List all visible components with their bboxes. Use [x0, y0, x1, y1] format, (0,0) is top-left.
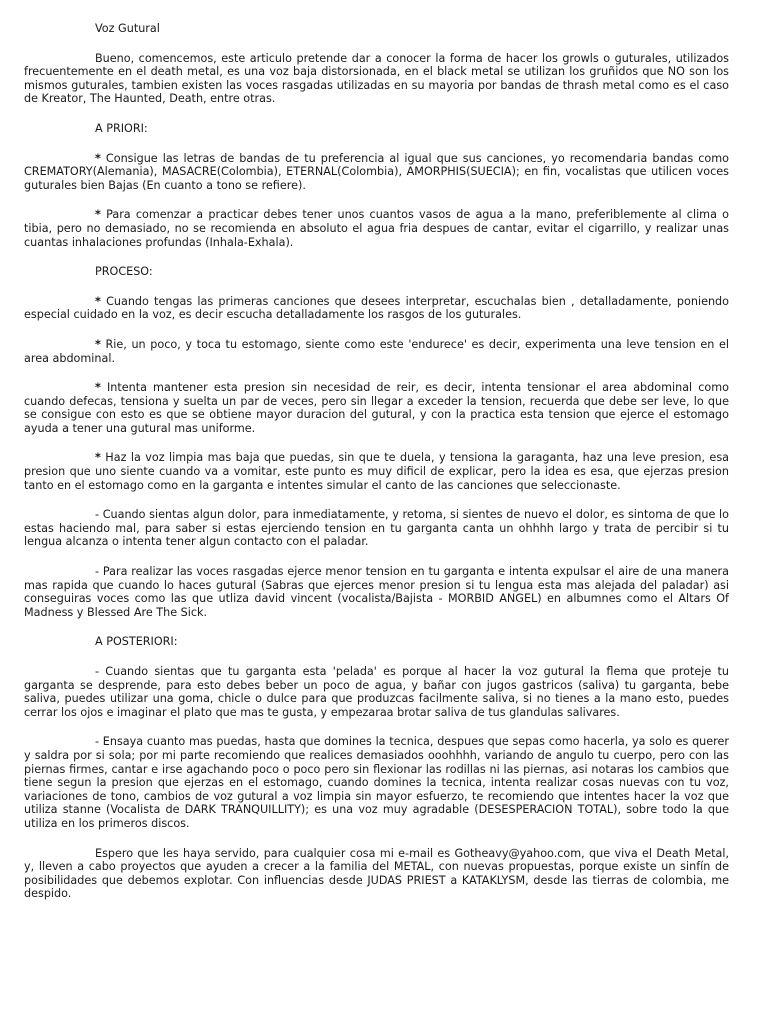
proceso-item-text: Intenta mantener esta presion sin necesidad de reir, es decir, intenta tensionar el area abdominal como cuando defecas, tensiona y suelta un par de veces, pero sin llegar a exceder la tension, recuerda que debe ser leve, lo que se consigue con esto es que se obtiene mayor duracion del gutural, y con la practica esta tension que ejerce el estomago ayuda a tener una gutural mas uniforme. — [24, 381, 729, 435]
a-priori-item — [24, 152, 729, 193]
proceso-dash-item: - Para realizar las voces rasgadas ejerce menor tension en tu garganta e intenta expulsar el aire de una manera mas rapida que cuando lo haces gutural (Sabras que ejerces menor presion si tu lengua esta mas alejada del paladar) asi conseguiras voces como las que utliza david vincent (vocalista/Bajista - MORBID ANGEL) en albumnes como el Altars Of Madness y Blessed Are The Sick. — [24, 565, 729, 619]
asterisk-bullet: * — [95, 294, 101, 308]
proceso-item-text: Rie, un poco, y toca tu estomago, siente como este 'endurece' es decir, experimenta una leve tension en el area abdominal. — [24, 337, 729, 365]
asterisk-bullet: * — [95, 451, 101, 465]
asterisk-bullet: * — [95, 208, 101, 222]
a-priori-item-text: Para comenzar a practicar debes tener unos cuantos vasos de agua a la mano, preferiblemente al clima o tibia, pero no demasiado, no se recomienda en absoluto el agua fria despues de cantar, evitar el cigarrillo, y realizar unas cuantas inhalaciones profundas (Inhala-Exhala). — [24, 208, 729, 249]
proceso-item — [24, 295, 729, 322]
a-priori-item-text: Consigue las letras de bandas de tu preferencia al igual que sus canciones, yo recomendaria bandas como CREMATORY(Alemania), MASACRE(Colombia), ETERNAL(Colombia), AMORPHIS(SUECIA); en fin, vocalistas que utilicen voces guturales bien Bajas (En cuanto a tono se refiere). — [24, 151, 729, 192]
section-heading-proceso: PROCESO: — [95, 265, 153, 279]
proceso-item-text: Cuando tengas las primeras canciones que desees interpretar, escuchalas bien , detalladamente, poniendo especial cuidado en la voz, es decir escucha detalladamente los rasgos de los guturales. — [24, 294, 729, 322]
closing-paragraph: Espero que les haya servido, para cualquier cosa mi e-mail es Gotheavy@yahoo.com, que viva el Death Metal, y, lleven a cabo proyectos que ayuden a crecer a la familia del METAL, con nuevas propuestas, porque existe un sinfín de posibilidades que debemos explotar. Con influencias desde JUDAS PRIEST a KATAKLYSM, desde las tierras de colombia, me despido. — [24, 846, 729, 901]
proceso-item — [24, 451, 729, 492]
proceso-item-text: Haz la voz limpia mas baja que puedas, sin que te duela, y tensiona la garaganta, haz una leve presion, esa presion que uno siente cuando va a vomitar, este punto es muy dificil de explicar, pero la idea es esa, que ejerzas presion tanto en el estomago como en la garganta e intentes simular el canto de las canciones que seleccionaste. — [24, 451, 729, 492]
a-posteriori-item: - Ensaya cuanto mas puedas, hasta que domines la tecnica, despues que sepas como hacerla, ya solo es querer y saldra por si sola; por mi parte recomiendo que realices demasiados ooohhhh, variando de angulo tu cuerpo, pero con las piernas firmes, cantar e irse agachando poco o poco pero sin flexionar las rodillas ni las piernas, asi notaras los cambios que tiene segun la presion que ejerzas en el estomago, cuando domines la tecnica, intenta realizar cosas nuevas con tu voz, variaciones de tono, cambios de voz gutural a voz limpia sin mayor esfuerzo, te recomiendo que intentes hacer la voz que utiliza stanne (Vocalista de DARK TRANQUILLITY); es una voz muy agradable (DESESPERACION TOTAL), sobre todo la que utiliza en los primeros discos. — [24, 735, 729, 830]
section-heading-a-priori: A PRIORI: — [95, 121, 148, 135]
a-priori-item — [24, 208, 729, 249]
document-title: Voz Gutural — [95, 22, 160, 35]
asterisk-bullet: * — [95, 151, 101, 165]
a-posteriori-item: - Cuando sientas que tu garganta esta 'pelada' es porque al hacer la voz gutural la flema que proteje tu garganta se desprende, para esto debes beber un poco de agua, y bañar con jugos gastricos (saliva) tu garganta, bebe saliva, puedes utilizar una goma, chicle o dulce para que produzcas facilmente saliva, si no tienes a la mano esto, puedes cerrar los ojos e imaginar el plato que mas te gusta, y empezaraa brotar saliva de tus glandulas salivares. — [24, 665, 729, 719]
proceso-item — [24, 381, 729, 435]
document-page — [24, 22, 729, 917]
intro-paragraph: Bueno, comencemos, este articulo pretende dar a conocer la forma de hacer los growls o guturales, utilizados frecuentemente en el death metal, es una voz baja distorsionada, en el black metal se utilizan los gruñidos que NO son los mismos guturales, tambien existen las voces rasgadas utilizadas en su mayoria por bandas de thrash metal como es el caso de Kreator, The Haunted, Death, entre otras. — [24, 51, 729, 106]
asterisk-bullet: * — [95, 337, 101, 351]
proceso-dash-item: - Cuando sientas algun dolor, para inmediatamente, y retoma, si sientes de nuevo el dolor, es sintoma de que lo estas haciendo mal, para saber si estas ejerciendo tension en tu garganta canta un ohhhh largo y trata de percibir si tu lengua alcanza o intenta tener algun contacto con el paladar. — [24, 508, 729, 549]
proceso-item — [24, 338, 729, 365]
section-heading-a-posteriori: A POSTERIORI: — [95, 635, 178, 649]
asterisk-bullet: * — [95, 381, 101, 395]
